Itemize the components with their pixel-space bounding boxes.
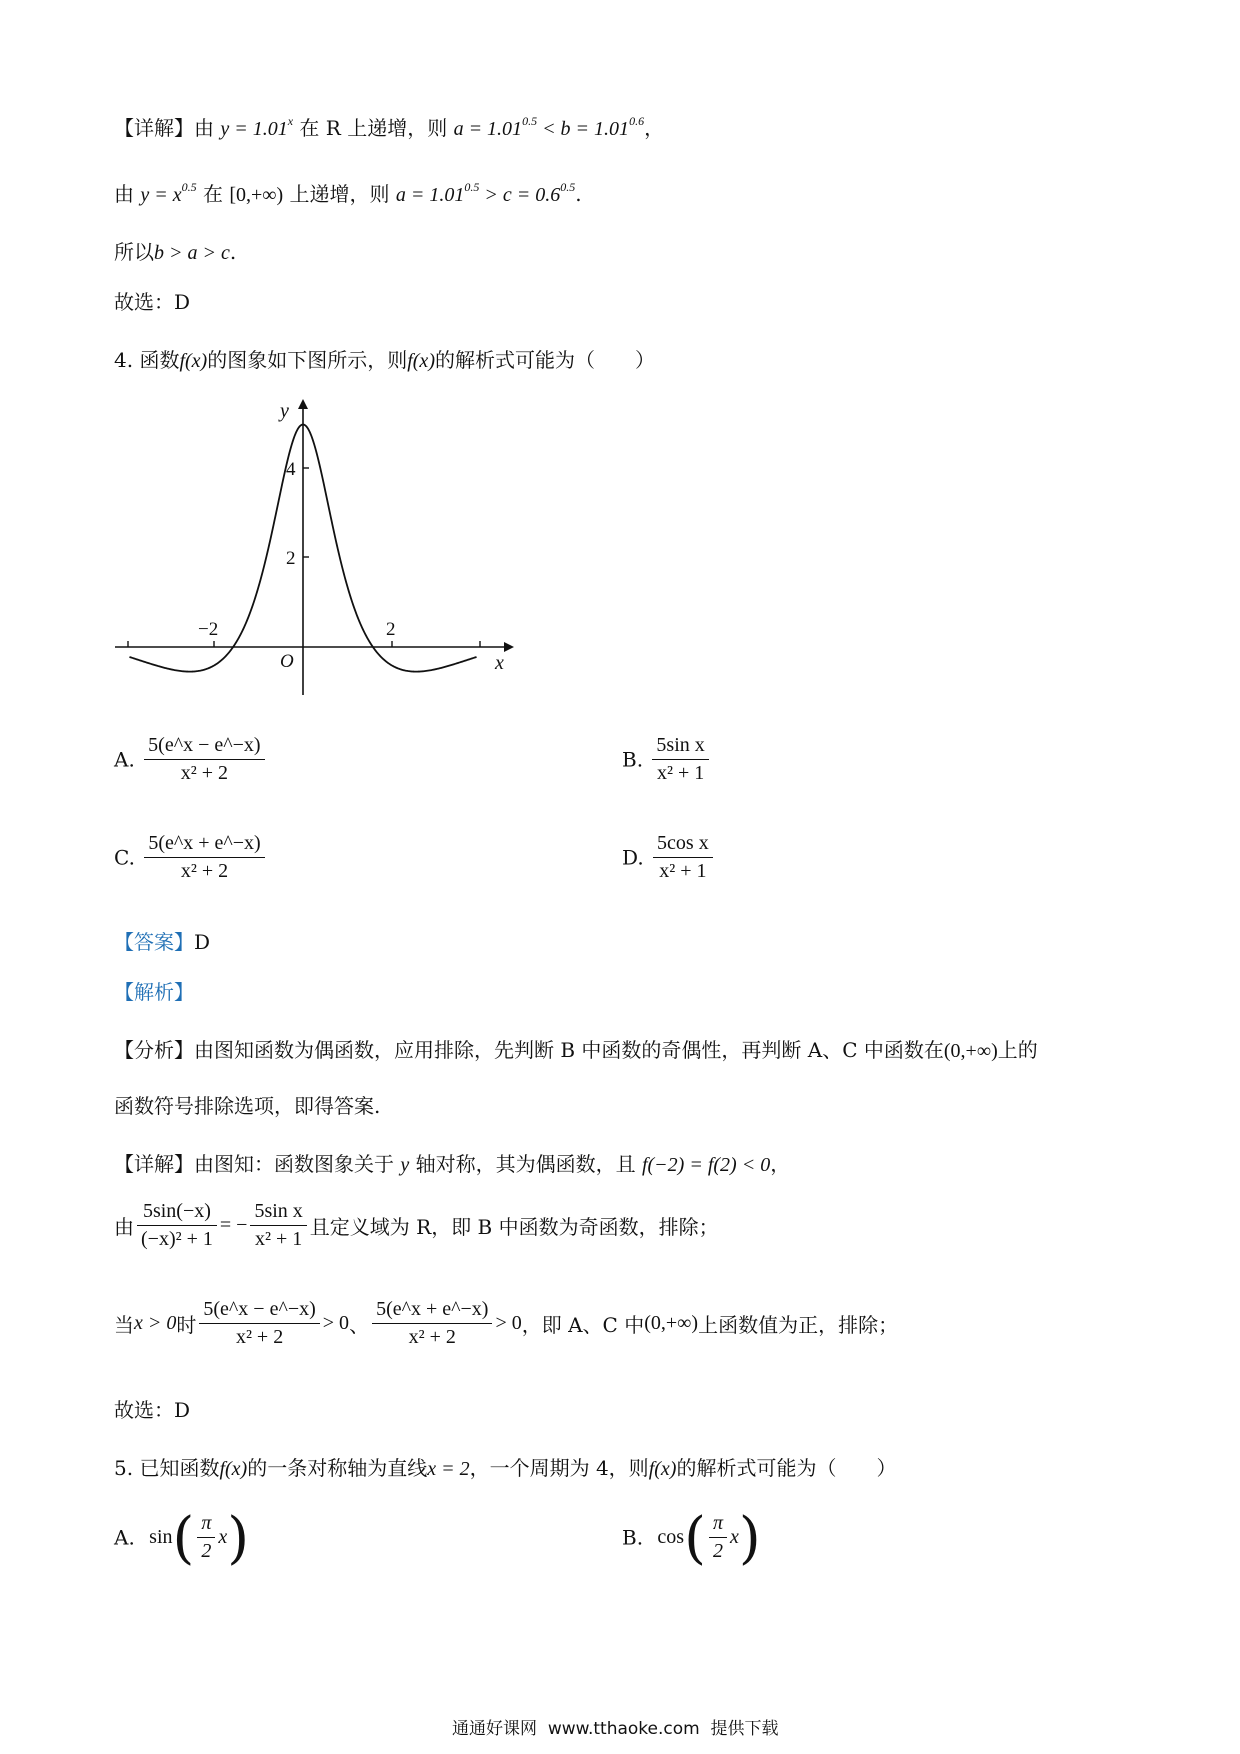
math-func: $y = x^{0.5}$ [140,180,197,206]
footer-site-name: 通通好课网 [452,1719,537,1739]
q4-detail-line2: 由 $\frac{5\sin(-x)}{\text{(−x)² + 1}}$ = − $\frac{\text{5sin x}}{\text{x² + 1}}$ 且定义域为 R，即 B 中函数为奇函数，排除； [114,1200,719,1250]
q4-option-a[interactable]: A. $\frac{5(e\^{}x - e\^{}-x)}{\text{x² + 2}}$ [114,734,268,785]
answer-label: 【答案】 [114,930,194,954]
math-compare: $a = 1.01^{0.5} < b = 1.01^{0.6}$ [453,114,645,140]
q4-analysis-label: 【解析】 [114,980,194,1004]
detail-fraction-3: $\frac{5(e\^{}x - e\^{}-x)}{\text{x² + 2}}$ [199,1298,319,1349]
q5-stem: 5. 已知函数f(x)的一条对称轴为直线x = 2，一个周期为 4，则f(x)的解析式可能为（ ） [114,1456,897,1480]
detail-fraction-2: $\frac{\text{5sin x}}{\text{x² + 1}}$ [250,1200,306,1251]
q5-b-fraction: $\frac{\pi}{2}$ [709,1512,727,1563]
q4-fenxi-line1: 【分析】由图知函数为偶函数，应用排除，先判断 B 中函数的奇偶性，再判断 A、C 中函数在(0,+∞)上的 [114,1038,1038,1062]
q4-stem: 4. 函数f(x)的图象如下图所示，则f(x)的解析式可能为（ ） [114,348,655,372]
option-c-fraction: $\frac{5(e\^{}x + e\^{}-x)}{\text{x² + 2}}$ [144,832,264,883]
q4-option-c[interactable]: C. $\frac{5(e\^{}x + e\^{}-x)}{\text{x² + 2}}$ [114,832,268,883]
x-axis-label: x [495,652,504,674]
y-tick-label-2: 2 [286,548,296,569]
x-tick-label-2: 2 [386,619,396,640]
q5-a-fraction: $\frac{\pi}{2}$ [197,1512,215,1563]
detail-fraction-1: $\frac{5\sin(-x)}{\text{(−x)² + 1}}$ [137,1200,217,1251]
detail-label: 【详解】 [114,116,194,140]
q4-final-answer: 故选：D [114,1398,191,1422]
q4-answer: 【答案】D [114,930,211,954]
prev-detail-line2: 由 $y = x^{0.5}$ 在 [0,+∞) 上递增，则 $a = 1.01^{0.5} > c = 0.6^{0.5}$. [114,180,582,206]
q5-option-b[interactable]: B. cos( $\frac{\pi}{2}$ x) [622,1506,761,1571]
prev-conclusion: 所以b > a > c. [114,240,237,264]
origin-label: O [280,651,294,672]
q4-fenxi-line2: 函数符号排除选项，即得答案. [114,1094,381,1118]
x-tick-label-neg2: −2 [198,619,219,640]
y-axis-label: y [280,400,289,422]
prev-answer: 故选：D [114,290,191,314]
detail-fraction-4: $\frac{5(e\^{}x + e\^{}-x)}{\text{x² + 2}}$ [372,1298,492,1349]
q4-option-d[interactable]: D. $\frac{\text{5cos x}}{\text{x² + 1}}$ [622,832,716,883]
y-axis-arrow-icon [298,399,308,409]
q4-detail-line3: 当x > 0时 $\frac{5(e\^{}x - e\^{}-x)}{\text{x² + 2}}$ > 0、 $\frac{5(e\^{}x + e\^{}-x)}{\text{x² + 2}}$ > 0，即 A、C 中(0,+∞)上函数值为正，排除； [114,1298,899,1348]
q4-detail-line1: 【详解】由图知：函数图象关于 y 轴对称，其为偶函数，且 f(−2) = f(2) < 0， [114,1152,791,1176]
page-footer: 通通好课网 www.tthaoke.com 提供下载 [452,1719,779,1739]
q4-function-graph [110,395,520,705]
y-tick-label-4: 4 [286,459,296,480]
q4-option-b[interactable]: B. $\frac{\text{5sin x}}{\text{x² + 1}}$ [622,734,712,785]
option-a-fraction: $\frac{5(e\^{}x - e\^{}-x)}{\text{x² + 2}}$ [144,734,264,785]
option-d-fraction: $\frac{\text{5cos x}}{\text{x² + 1}}$ [653,832,713,883]
option-b-fraction: $\frac{\text{5sin x}}{\text{x² + 1}}$ [652,734,708,785]
footer-url[interactable]: www.tthaoke.com [547,1719,700,1739]
math-func: $y = 1.01^x$ [220,114,294,140]
prev-detail-line1: 【详解】由 $y = 1.01^x$ 在 R 上递增，则 $a = 1.01^{0.5} < b = 1.01^{0.6}$， [114,114,665,140]
q5-option-a[interactable]: A. sin( $\frac{\pi}{2}$ x) [114,1506,250,1571]
math-compare: $a = 1.01^{0.5} > c = 0.6^{0.5}$ [395,180,576,206]
math-interval: [0,+∞) [229,184,284,206]
x-axis-arrow-icon [504,642,514,652]
